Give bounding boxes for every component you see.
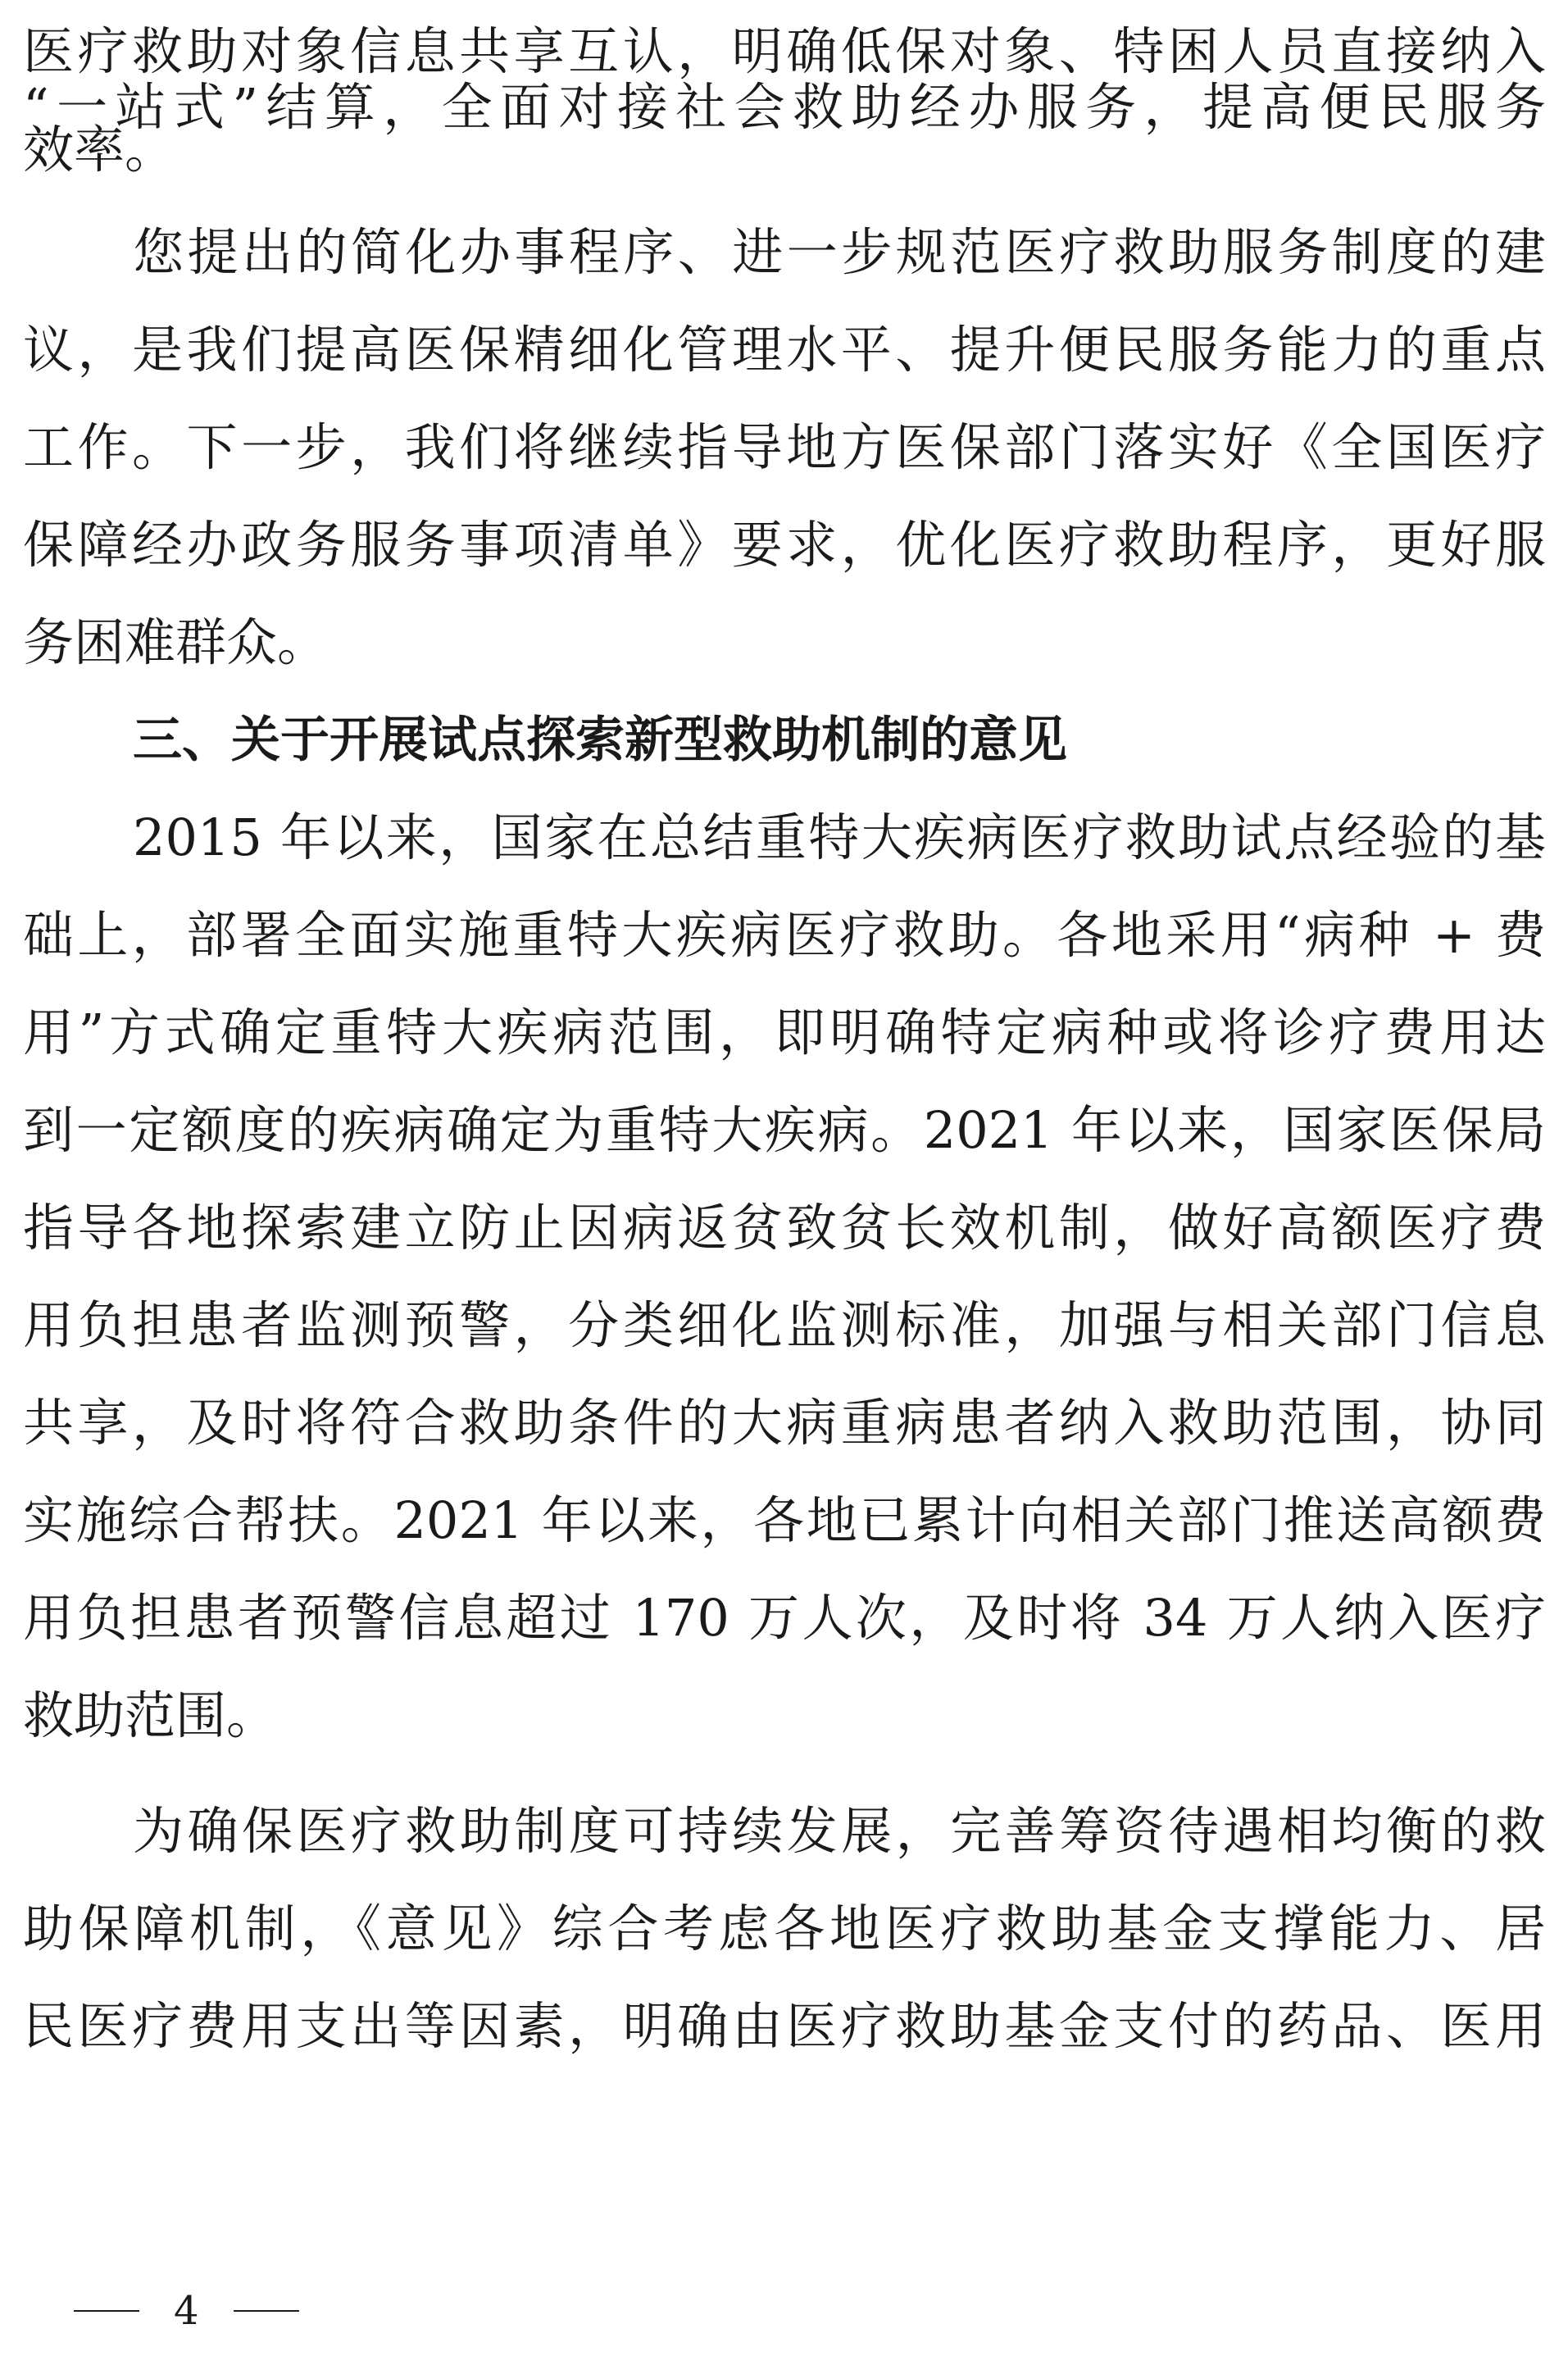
- text-line: 民医疗费用支出等因素，明确由医疗救助基金支付的药品、医用: [23, 1996, 1546, 2056]
- page-number: 4: [174, 2287, 199, 2334]
- text-line: 到一定额度的疾病确定为重特大疾病。2021 年以来，国家医保局: [23, 1100, 1546, 1160]
- text-line: 工作。下一步，我们将继续指导地方医保部门落实好《全国医疗: [23, 417, 1546, 477]
- text-line: 用”方式确定重特大疾病范围，即明确特定病种或将诊疗费用达: [23, 1003, 1546, 1062]
- text-line: 助保障机制，《意见》综合考虑各地医疗救助基金支撑能力、居: [23, 1899, 1546, 1958]
- section-heading: 三、关于开展试点探索新型救助机制的意见: [133, 712, 1067, 769]
- text-line: 务困难群众。: [23, 612, 329, 672]
- text-line: 用负担患者预警信息超过 170 万人次，及时将 34 万人纳入医疗: [23, 1588, 1546, 1648]
- text-line: 医疗救助对象信息共享互认，明确低保对象、特困人员直接纳入: [23, 21, 1546, 81]
- page-footer: [74, 2275, 299, 2340]
- text-line: 指导各地探索建立防止因病返贫致贫长效机制，做好高额医疗费: [23, 1198, 1546, 1258]
- paragraph-first-line: 为确保医疗救助制度可持续发展，完善筹资待遇相均衡的救: [133, 1801, 1546, 1861]
- text-line: 共享，及时将符合救助条件的大病重病患者纳入救助范围，协同: [23, 1393, 1546, 1453]
- paragraph-first-line: 您提出的简化办事程序、进一步规范医疗救助服务制度的建: [133, 222, 1546, 282]
- text-line: 议，是我们提高医保精细化管理水平、提升便民服务能力的重点: [23, 320, 1546, 380]
- footer-dash-left: [74, 2310, 139, 2312]
- text-line: 用负担患者监测预警，分类细化监测标准，加强与相关部门信息: [23, 1295, 1546, 1355]
- paragraph-first-line: 2015 年以来，国家在总结重特大疾病医疗救助试点经验的基: [133, 807, 1546, 867]
- text-line: 救助范围。: [23, 1685, 278, 1745]
- text-line: 效率。: [23, 120, 176, 180]
- text-line: 础上，部署全面实施重特大疾病医疗救助。各地采用“病种 + 费: [23, 905, 1546, 965]
- footer-dash-right: [234, 2310, 299, 2312]
- text-line: 保障经办政务服务事项清单》要求，优化医疗救助程序，更好服: [23, 515, 1546, 575]
- text-line: “一站式”结算，全面对接社会救助经办服务，提高便民服务: [23, 77, 1546, 137]
- text-line: 实施综合帮扶。2021 年以来，各地已累计向相关部门推送高额费: [23, 1490, 1546, 1550]
